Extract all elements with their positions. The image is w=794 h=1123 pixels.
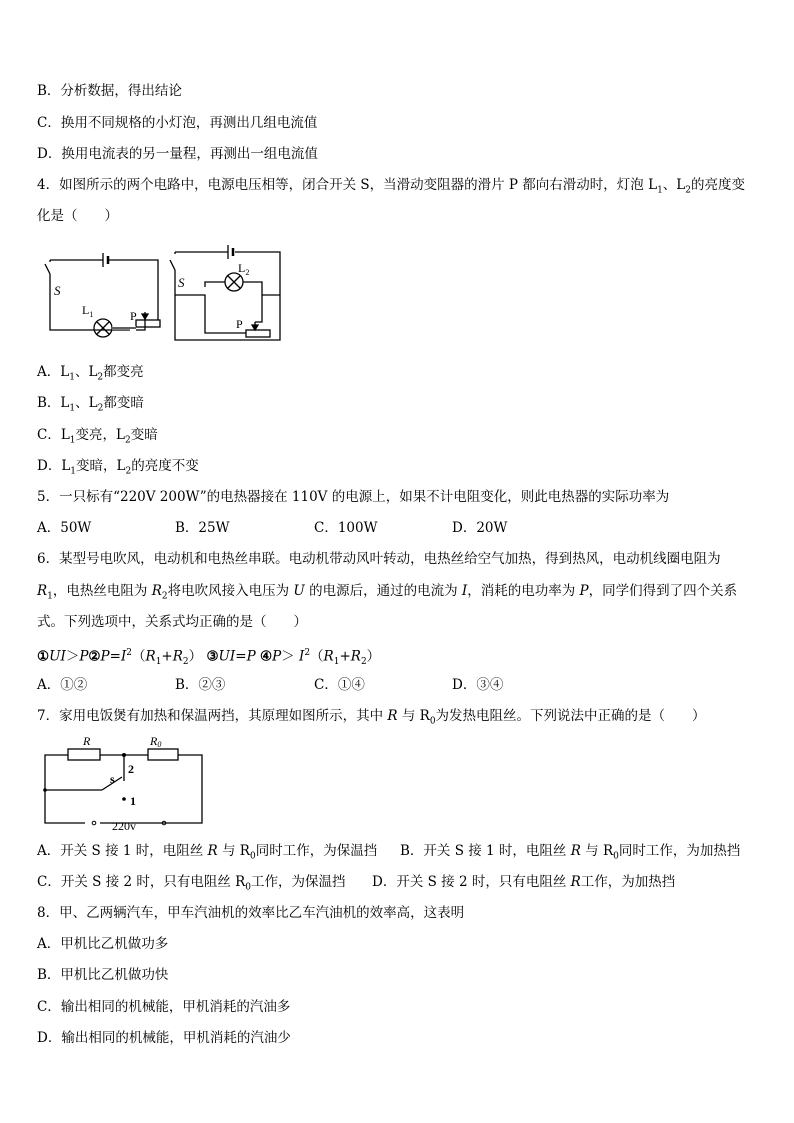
q4-left-rheostat [136, 320, 160, 327]
q3-option-b: B．分析数据，得出结论 [37, 83, 182, 99]
q7-option-b: B．开关 S 接 1 时，电阻丝 R 与 $R_0$同时工作，为加热挡 [400, 843, 741, 862]
q7-terminal-left [92, 821, 96, 825]
q7-option-d: D．开关 S 接 2 时，只有电阻丝 R工作，为加热挡 [372, 874, 676, 890]
q4-left-p-label: P [130, 309, 137, 323]
q4-option-c: C．$L_1$变亮，$L_2$变暗 [37, 427, 158, 446]
q5-option-d: D．20W [452, 520, 508, 536]
q4-stem-line1: 4．如图所示的两个电路中，电源电压相等，闭合开关 S，当滑动变阻器的滑片 P 都向右滑动时，灯泡 $L_1$、$L_2$的亮度变 [37, 177, 745, 196]
q6-option-a: A．①② [37, 677, 88, 693]
q4-option-d: D．$L_1$变暗，$L_2$的亮度不变 [37, 458, 199, 477]
q4-left-wire-bottom [50, 260, 130, 330]
q4-l2-label: $L_2$ [238, 261, 250, 277]
q4-right-p-label: P [236, 317, 243, 331]
q8-option-a: A．甲机比乙机做功多 [37, 936, 169, 952]
q7-contact-1 [122, 797, 126, 801]
q6-stem-line2: $R_1$，电热丝电阻为 $R_2$将电吹风接入电压为 U 的电源后，通过的电流为 I，消耗的电功率为 P，同学们得到了四个关系 [37, 583, 738, 602]
q8-option-b: B．甲机比乙机做功快 [37, 967, 169, 983]
q7-pos1-label: 1 [130, 794, 136, 808]
q4-l1-label: $L_1$ [82, 303, 94, 319]
q7-resistor-r0 [148, 749, 178, 760]
q7-option-c: C．开关 S 接 2 时，只有电阻丝 $R_0$工作，为保温挡 [37, 874, 346, 893]
q6-stem-line1: 6．某型号电吹风，电动机和电热丝串联。电动机带动风叶转动，电热丝给空气加热，得到热风，电动机线圈电阻为 [37, 551, 721, 567]
q5-option-b: B．25W [175, 520, 230, 536]
q4-right-wire [175, 252, 280, 340]
q3-option-d: D．换用电流表的另一量程，再测出一组电流值 [37, 146, 318, 162]
q4-right-switch-label: S [178, 275, 185, 290]
q6-option-b: B．②③ [175, 677, 226, 693]
q4-left-switch-label: S [54, 283, 61, 298]
q7-stem: 7．家用电饭煲有加热和保温两挡，其原理如图所示，其中 R 与 $R_0$为发热电阻丝。下列说法中正确的是（ ） [37, 708, 706, 727]
q6-option-d: D．③④ [452, 677, 504, 693]
q5-stem: 5．一只标有“220V 200W”的电热器接在 110V 的电源上，如果不计电阻变化，则此电热器的实际功率为 [37, 489, 670, 505]
q8-option-c: C．输出相同的机械能，甲机消耗的汽油多 [37, 999, 291, 1015]
q7-resistor-r [68, 749, 100, 760]
q4-right-rheostat [246, 330, 270, 337]
q7-option-a: A．开关 S 接 1 时，电阻丝 R 与 $R_0$同时工作，为保温挡 [37, 843, 378, 862]
q8-option-d: D．输出相同的机械能，甲机消耗的汽油少 [37, 1030, 291, 1046]
q6-option-c: C．①④ [314, 677, 365, 693]
q3-option-c: C．换用不同规格的小灯泡，再测出几组电流值 [37, 115, 318, 131]
q4-option-b: B．$L_1$、$L_2$都变暗 [37, 395, 144, 414]
q7-switch-label: s [110, 772, 115, 786]
q4-circuit-figure [40, 240, 290, 345]
q7-voltage-label: 220v [112, 819, 136, 833]
q7-pos2-label: 2 [128, 762, 134, 776]
q5-option-c: C．100W [314, 520, 378, 536]
q7-wire-left [45, 755, 85, 823]
q8-stem: 8．甲、乙两辆汽车，甲车汽油机的效率比乙车汽油机的效率高，这表明 [37, 905, 465, 921]
q7-wire-right [100, 755, 202, 823]
q7-circuit-figure [40, 733, 210, 835]
q6-stem-line3: 式。下列选项中，关系式均正确的是（ ） [37, 614, 307, 630]
q4-stem-line2: 化是（ ） [37, 208, 118, 224]
q5-option-a: A．50W [37, 520, 92, 536]
q7-r0-label: R0 [150, 734, 162, 749]
q4-option-a: A．$L_1$、$L_2$都变亮 [37, 364, 144, 383]
q6-relations: $①UI>P②P=I^2(R_1+R_2)$ ③UI=P ④P＞ $I^2(R_1+R_2)$ [37, 648, 381, 668]
q7-r-label: R [83, 734, 91, 748]
